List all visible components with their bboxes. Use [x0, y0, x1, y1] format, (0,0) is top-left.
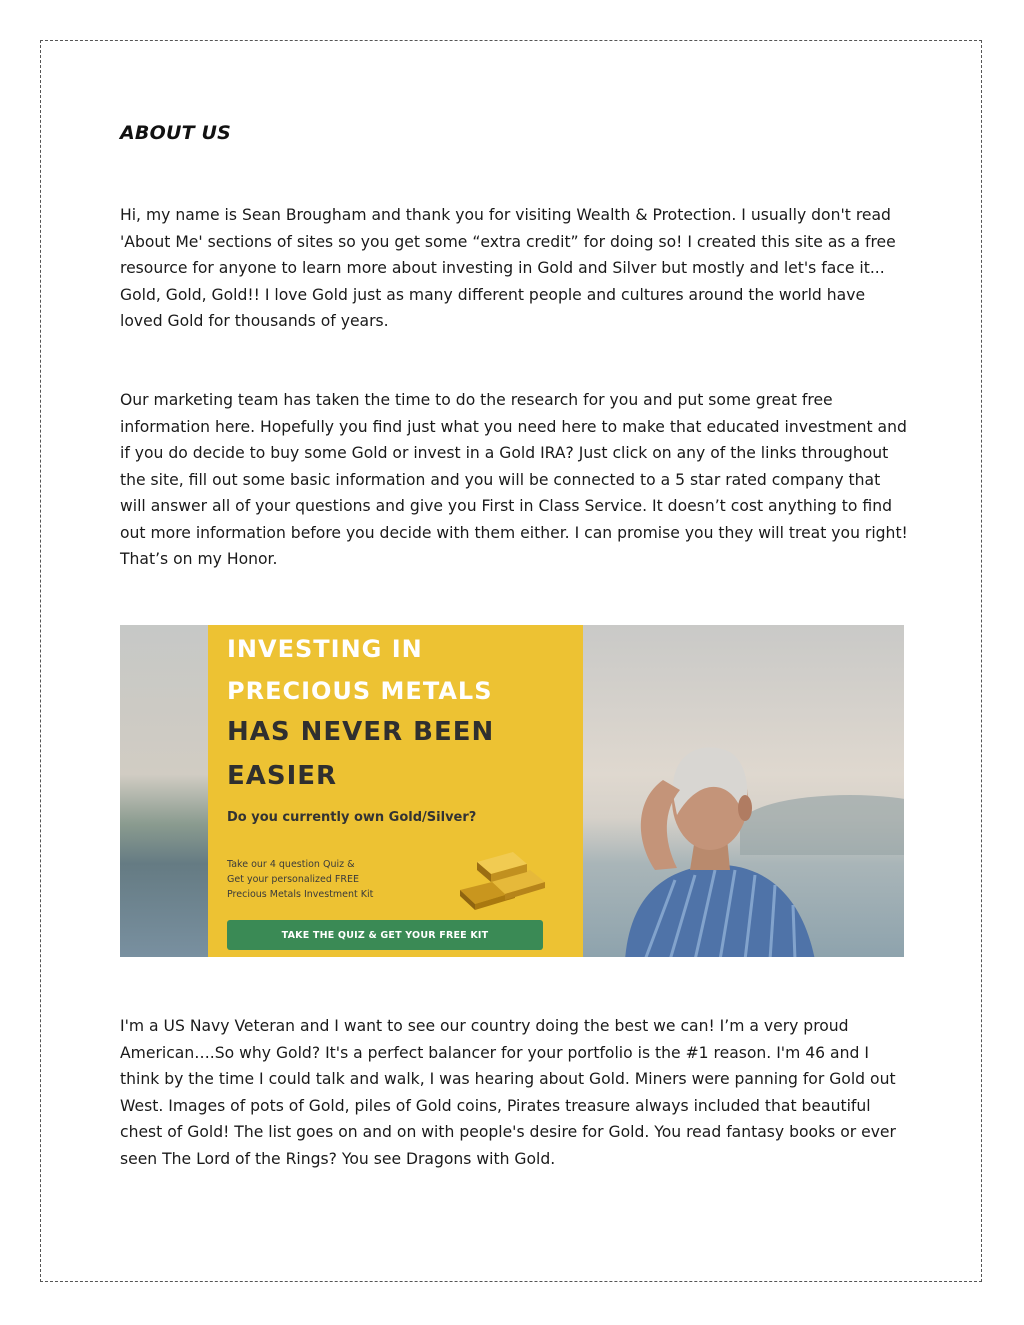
banner-description-line: Take our 4 question Quiz & [227, 859, 355, 870]
banner-question: Do you currently own Gold/Silver? [227, 810, 477, 825]
banner-headline-line-1: INVESTING IN [227, 635, 423, 663]
take-quiz-button[interactable]: TAKE THE QUIZ & GET YOUR FREE KIT [227, 920, 543, 950]
banner-description-line: Precious Metals Investment Kit [227, 889, 374, 900]
man-looking-out-image [615, 720, 815, 957]
banner-description-line: Get your personalized FREE [227, 874, 359, 885]
banner-description [227, 857, 427, 902]
banner-headline-line-2: PRECIOUS METALS [227, 677, 493, 705]
page-title: ABOUT US [120, 122, 232, 144]
banner-landscape-left [120, 625, 208, 957]
veteran-paragraph: I'm a US Navy Veteran and I want to see our country doing the best we can! I’m a very proud American….So why Gold? It's a perfect balancer for your portfolio is the #1 reason. I'm 46 and I think by the time I could talk and walk, I was hearing about Gold. Miners were panning for Gold out West. Images of pots of Gold, piles of Gold coins, Pirates treasure always included that beautiful chest of Gold! The list goes on and on with people's desire for Gold. You read fantasy books or ever seen The Lord of the Rings? You see Dragons with Gold. [120, 1017, 896, 1168]
gold-bars-image [455, 840, 550, 910]
banner-headline-line-3: HAS NEVER BEEN [227, 717, 495, 747]
banner-headline-line-4: EASIER [227, 761, 338, 791]
promo-banner[interactable] [120, 625, 904, 957]
intro-paragraph: Hi, my name is Sean Brougham and thank you for visiting Wealth & Protection. I usually don't read 'About Me' sections of sites so you get some “extra credit” for doing so! I created this site as a free resource for anyone to learn more about investing in Gold and Silver but mostly and let's face it... Gold, Gold, Gold!! I love Gold just as many different people and cultures around the world have loved Gold for thousands of years. [120, 206, 896, 330]
marketing-paragraph: Our marketing team has taken the time to do the research for you and put some great free information here. Hopefully you find just what you need here to make that educated investment and if you do decide to buy some Gold or invest in a Gold IRA? Just click on any of the links throughout the site, fill out some basic information and you will be connected to a 5 star rated company that will answer all of your questions and give you First in Class Service. It doesn’t cost anything to find out more information before you decide with them either. I can promise you they will treat you right! That’s on my Honor. [120, 391, 908, 568]
